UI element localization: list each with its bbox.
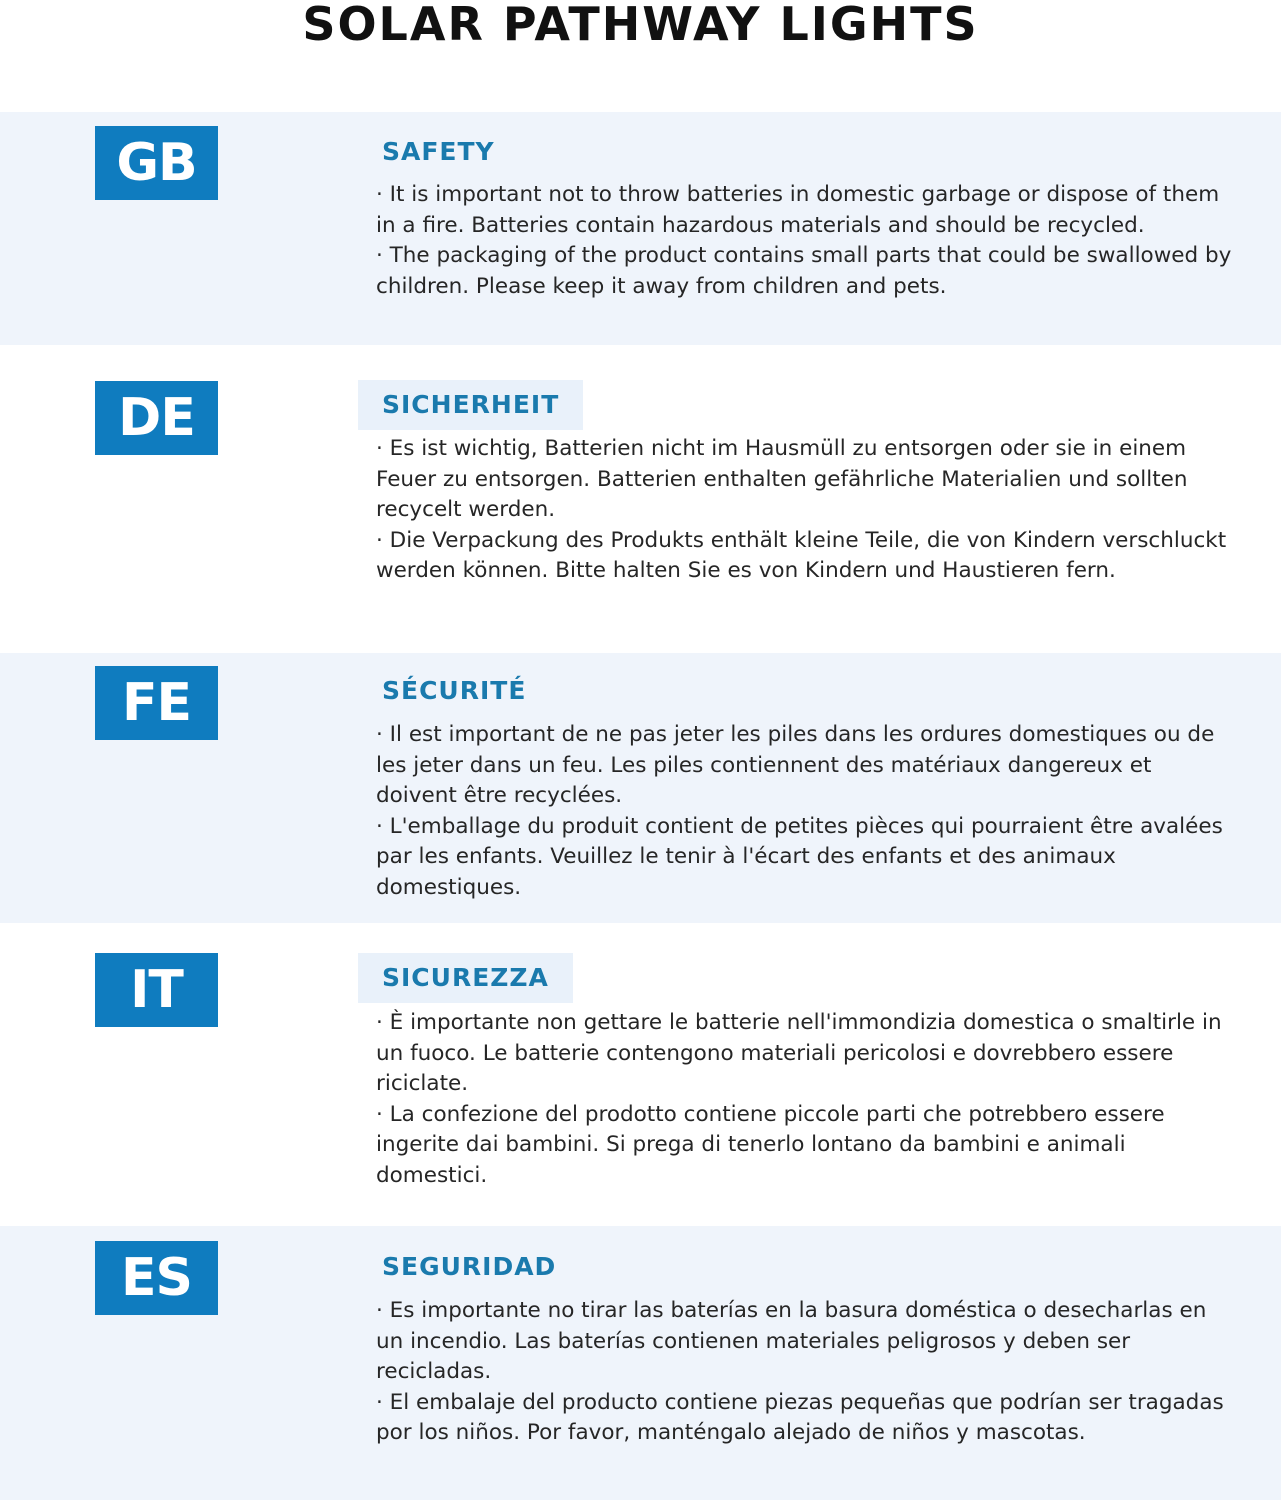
section-es: [0, 1226, 1281, 1500]
safety-item: · The packaging of the product contains small parts that could be swallowed by children. Please keep it away from children and pets.: [376, 243, 1232, 299]
section-de: [0, 345, 1281, 653]
safety-item: · La confezione del prodotto contiene piccole parti che potrebbero essere ingerite dai bambini. Si prega di tenerlo lontano da bambini e animali domestici.: [376, 1101, 1165, 1188]
section-body-it: [376, 1008, 1236, 1191]
section-heading-gb: SAFETY: [382, 137, 495, 166]
section-body-es: [376, 1296, 1236, 1449]
safety-item: · Es importante no tirar las baterías en la basura doméstica o desecharlas en un incendio. Las baterías contienen materiales peligrosos y deben ser recicladas.: [376, 1298, 1207, 1384]
section-heading-de: SICHERHEIT: [358, 380, 583, 430]
section-heading-it: SICUREZZA: [358, 953, 573, 1003]
language-badge-gb: GB: [95, 126, 218, 200]
language-badge-fe: FE: [95, 666, 218, 740]
section-body-gb: [376, 180, 1236, 302]
language-badge-it: IT: [95, 953, 218, 1027]
safety-item: · Es ist wichtig, Batterien nicht im Hausmüll zu entsorgen oder sie in einem Feuer zu entsorgen. Batterien enthalten gefährliche Materialien und sollten recycelt werden.: [376, 436, 1188, 522]
section-it: [0, 923, 1281, 1226]
section-heading-fe: SÉCURITÉ: [382, 676, 527, 705]
safety-item: · Die Verpackung des Produkts enthält kleine Teile, die von Kindern verschluckt werden können. Bitte halten Sie es von Kindern und Haustieren fern.: [376, 527, 1227, 583]
section-fe: [0, 653, 1281, 923]
safety-item: · L'emballage du produit contient de petites pièces qui pourraient être avalées par les enfants. Veuillez le tenir à l'écart des enfants et des animaux domestiques.: [376, 813, 1223, 900]
safety-item: · It is important not to throw batteries in domestic garbage or dispose of them in a fire. Batteries contain hazardous materials and should be recycled.: [376, 182, 1220, 238]
section-gb: [0, 112, 1281, 345]
language-badge-de: DE: [95, 381, 218, 455]
section-heading-es: SEGURIDAD: [382, 1252, 557, 1281]
safety-item: · El embalaje del producto contiene piezas pequeñas que podrían ser tragadas por los niños. Por favor, manténgalo alejado de niños y mascotas.: [376, 1389, 1224, 1445]
safety-item: · Il est important de ne pas jeter les piles dans les ordures domestiques ou de les jeter dans un feu. Les piles contiennent des matériaux dangereux et doivent être recyclées.: [376, 722, 1215, 808]
language-badge-es: ES: [95, 1241, 218, 1315]
safety-item: · È importante non gettare le batterie nell'immondizia domestica o smaltirle in un fuoco. Le batterie contengono materiali pericolosi e dovrebbero essere riciclate.: [376, 1010, 1222, 1096]
section-body-de: [376, 434, 1236, 587]
page-title: SOLAR PATHWAY LIGHTS: [302, 0, 979, 51]
section-body-fe: [376, 720, 1236, 903]
